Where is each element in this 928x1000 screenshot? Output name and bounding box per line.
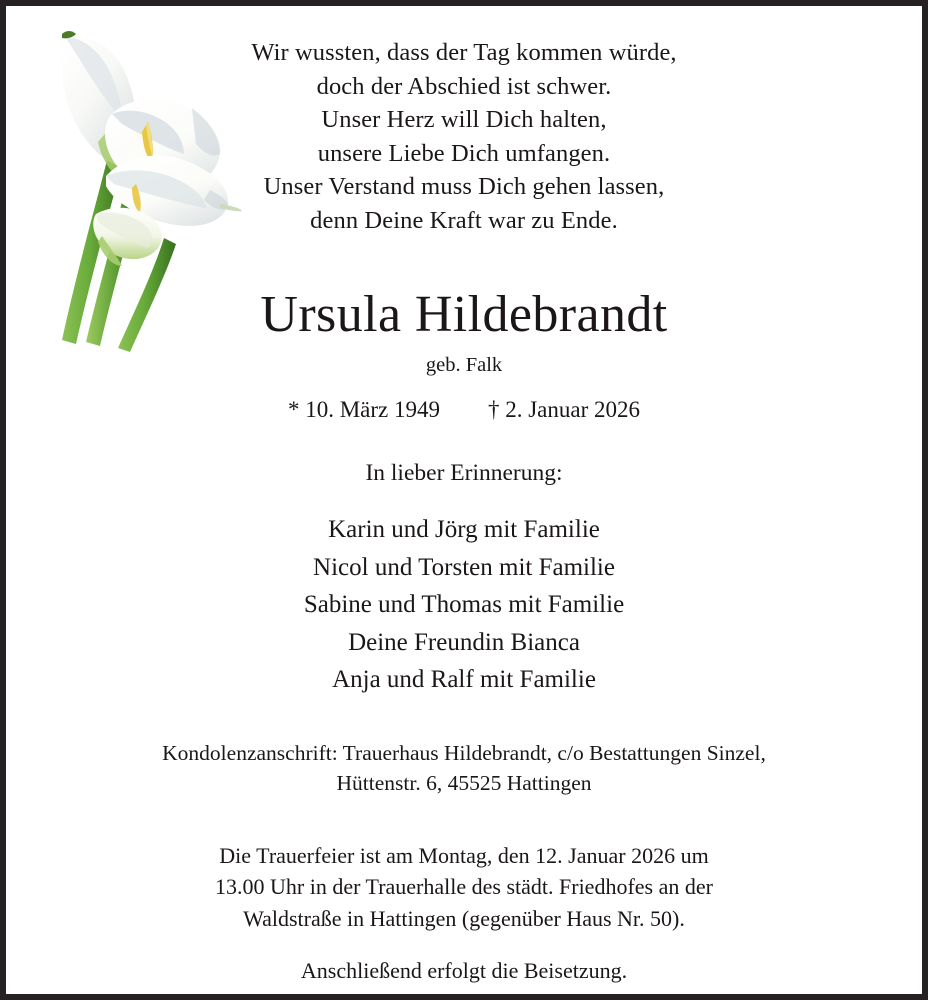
birth-date: * 10. März 1949 [287, 397, 441, 422]
verse-line: denn Deine Kraft war zu Ende. [310, 206, 618, 234]
life-dates [6, 378, 922, 425]
burial-note: Anschließend erfolgt die Beisetzung. [300, 958, 628, 983]
memorial-verse [6, 6, 922, 237]
memory-intro: In lieber Erinnerung: [365, 460, 563, 486]
notice-body [6, 6, 922, 994]
ceremony-line: Die Trauerfeier ist am Montag, den 12. Januar 2026 um [219, 842, 709, 868]
ceremony-line: Waldstraße in Hattingen (gegenüber Haus Nr. 50). [243, 905, 685, 931]
notice-content [6, 6, 922, 986]
verse-line: doch der Abschied ist schwer. [316, 72, 612, 100]
mourners-list [6, 488, 922, 699]
verse-line: unsere Liebe Dich umfangen. [317, 139, 611, 167]
list-item: Deine Freundin Bianca [348, 628, 580, 656]
ceremony-details [6, 798, 922, 935]
maiden-name: geb. Falk [425, 354, 503, 376]
condolence-line: Hüttenstr. 6, 45525 Hattingen [336, 770, 592, 795]
verse-line: Wir wussten, dass der Tag kommen würde, [251, 39, 677, 66]
deceased-name: Ursula Hildebrandt [260, 286, 668, 343]
list-item: Sabine und Thomas mit Familie [303, 591, 625, 618]
ceremony-line: 13.00 Uhr in der Trauerhalle des städt. Friedhofes an der [215, 874, 713, 899]
list-item: Nicol und Torsten mit Familie [313, 553, 615, 581]
condolence-address [6, 699, 922, 798]
list-item: Anja und Ralf mit Familie [332, 666, 596, 693]
condolence-line: Kondolenzanschrift: Trauerhaus Hildebrandt, c/o Bestattungen Sinzel, [162, 740, 766, 765]
list-item: Karin und Jörg mit Familie [328, 516, 600, 543]
death-date: † 2. Januar 2026 [487, 397, 641, 422]
verse-line: Unser Herz will Dich halten, [321, 106, 607, 133]
verse-line: Unser Verstand muss Dich gehen lassen, [263, 173, 665, 200]
